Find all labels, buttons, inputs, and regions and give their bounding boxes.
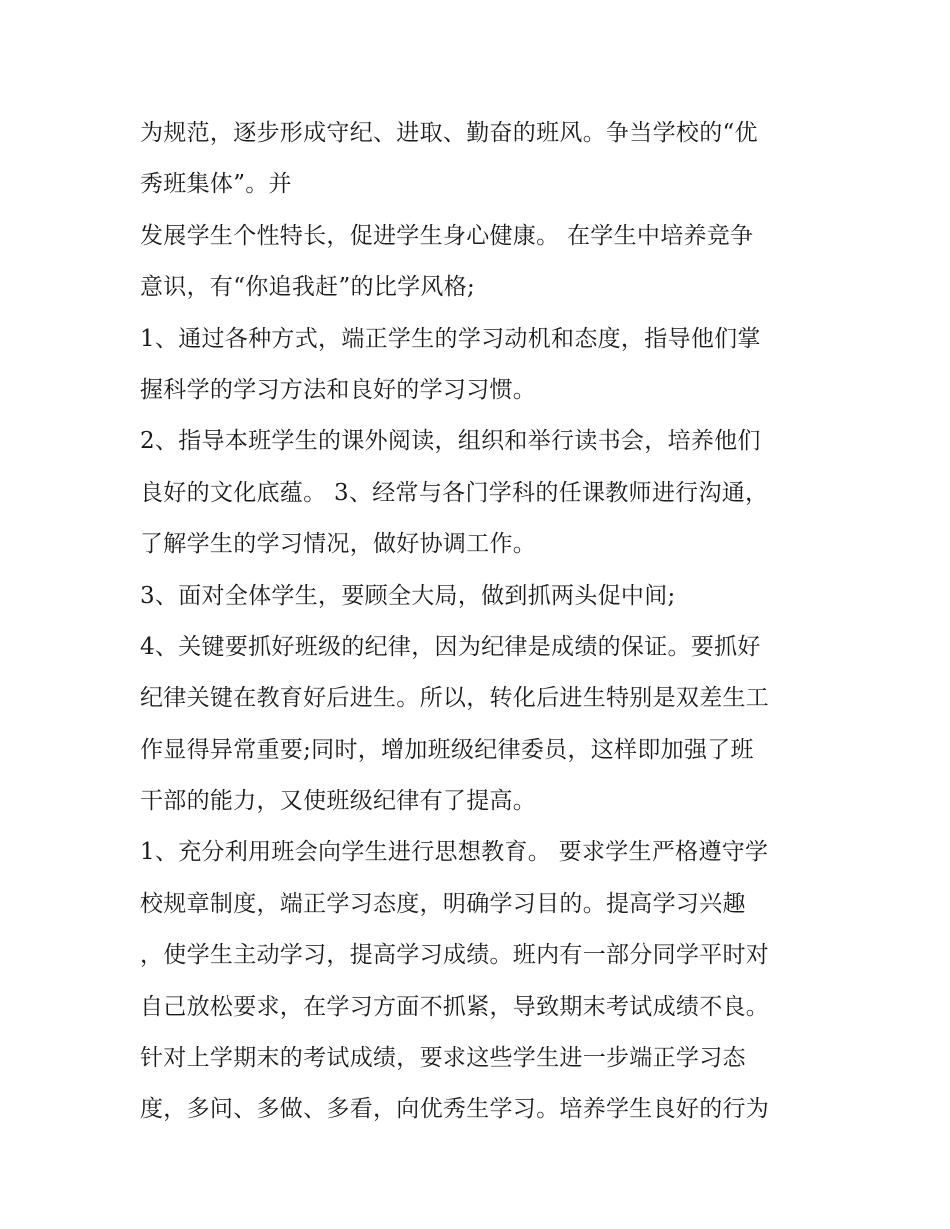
text-line: 4、关键要抓好班级的纪律，因为纪律是成绩的保证。要抓好 (140, 633, 761, 660)
text-line: 1、充分利用班会向学生进行思想教育。 要求学生严格遵守学 (140, 839, 769, 866)
text-line: 纪律关键在教育好后进生。所以，转化后进生特别是双差生工 (140, 685, 770, 712)
text-line: 良好的文化底蕴。 3、经常与各门学科的任课教师进行沟通， (140, 479, 769, 506)
text-line: 为规范，逐步形成守纪、进取、勤奋的班风。争当学校的“优 (140, 120, 758, 146)
text-line: 发展学生个性特长，促进学生身心健康。 在学生中培养竞争 (140, 222, 754, 249)
text-line: ，使学生主动学习，提高学习成绩。班内有一部分同学平时对 (140, 942, 770, 969)
text-line: 度，多问、多做、多看，向优秀生学习。培养学生良好的行为 (140, 1096, 770, 1123)
text-line: 校规章制度，端正学习态度，明确学习目的。提高学习兴趣 (140, 890, 746, 917)
text-line: 2、指导本班学生的课外阅读，组织和举行读书会，培养他们 (140, 428, 761, 455)
text-line: 针对上学期末的考试成绩，要求这些学生进一步端正学习态 (140, 1045, 746, 1072)
text-line: 握科学的学习方法和良好的学习习惯。 (140, 376, 537, 403)
text-line: 干部的能力，又使班级纪律有了提高。 (140, 788, 537, 815)
text-line: 作显得异常重要;同时，增加班级纪律委员，这样即加强了班 (140, 736, 754, 763)
text-line: 3、面对全体学生，要顾全大局，做到抓两头促中间; (140, 582, 676, 609)
text-line: 意识，有“你追我赶”的比学风格; (140, 274, 476, 301)
text-line: 秀班集体”。并 (140, 171, 292, 198)
text-line: 了解学生的学习情况，做好协调工作。 (140, 531, 537, 558)
text-line: 1、通过各种方式，端正学生的学习动机和态度，指导他们掌 (140, 325, 761, 352)
document-body (140, 108, 820, 1136)
text-line: 自己放松要求，在学习方面不抓紧，导致期末考试成绩不良。 (140, 993, 770, 1020)
